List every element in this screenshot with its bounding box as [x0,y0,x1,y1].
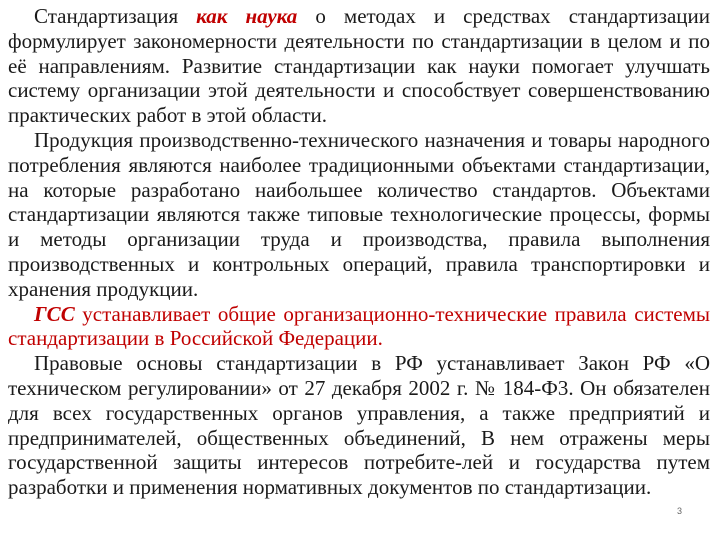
paragraph-objects [8,128,710,302]
gss-emphasis: ГСС [34,301,75,326]
p2-text: Продукция производственно-технического назначения и товары народного потребления являются наиболее традиционными объектами стандартизации, на которые разработано наибольшее количество стандартов. Объектами стандартизации являются также типовые технологические процессы, формы и методы организации труда и производства, правила выполнения производственных и контрольных операций, правила транспортировки и хранения продукции. [8,127,710,301]
paragraph-science [8,4,710,128]
paragraph-gss [8,302,710,352]
p1-intro: Стандартизация [34,4,197,28]
p3-rest: устанавливает общие организационно-технические правила системы стандартизации в Российской Федерации. [8,301,710,351]
page-number: 3 [676,506,682,516]
body-text [8,4,710,500]
p1-rest: о методах и средствах стандартизации формулирует закономерности деятельности по стандартизации в целом и по её направлениям. Развитие стандартизации как науки помогает улучшать систему организации этой деятельности и способствует совершенствованию практических работ в этой области. [8,4,710,128]
paragraph-legal [8,351,710,500]
p4-text: Правовые основы стандартизации в РФ устанавливает Закон РФ «О техническом регулировании» от 27 декабря 2002 г. № 184-Ф3. Он обязателен для всех государственных органов управления, а также предприятий и предпринимателей, общественных объединений, В нем отражены меры государственной защиты интересов потребите-лей и государства путем разработки и применения нормативных документов по стандартизации. [8,351,710,500]
as-science-emphasis: как наука [196,4,298,28]
